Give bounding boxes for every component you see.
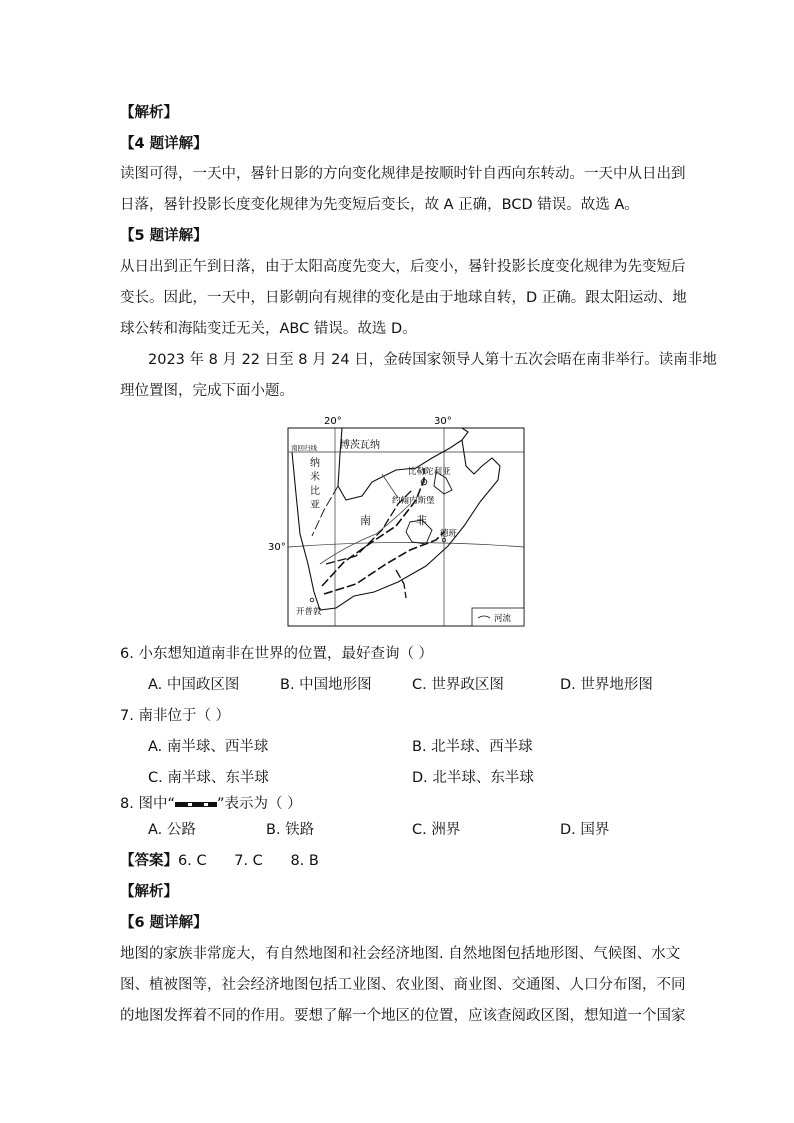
- q4-line-2: 日落，晷针投影长度变化规律为先变短后变长，故 A 正确，BCD 错误。故选 A。: [120, 197, 639, 213]
- q4-heading: 【4 题详解】: [120, 136, 208, 152]
- q6-stem: 6. 小东想知道南非在世界的位置，最好查询（ ）: [120, 646, 434, 662]
- q5-line-1: 从日出到正午到日落，由于太阳高度先变大，后变小，晷针投影长度变化规律为先变短后: [120, 259, 686, 275]
- south-africa-label-1: 南: [360, 514, 371, 527]
- river-1: [320, 504, 410, 564]
- answer-text: 6. C 7. C 8. B: [178, 853, 319, 869]
- q8-option-c: C. 洲界: [412, 822, 461, 838]
- q5-heading: 【5 题详解】: [120, 228, 208, 244]
- pretoria-marker-dot: [423, 481, 425, 483]
- q6-option-c: C. 世界政区图: [412, 677, 504, 693]
- capetown-marker: [310, 598, 314, 602]
- q6-option-b: B. 中国地形图: [280, 677, 372, 693]
- q7-option-a: A. 南半球、西半球: [148, 739, 269, 755]
- johannesburg-label: 约翰内斯堡: [392, 496, 435, 506]
- q7-stem: 7. 南非位于（ ）: [120, 708, 231, 724]
- q5-line-2: 变长。因此，一天中，日影朝向有规律的变化是由于地球自转，D 正确。跟太阳运动、地: [120, 290, 687, 306]
- q8-stem: [120, 794, 302, 814]
- namibia-label-1: 纳: [310, 458, 320, 469]
- q7-option-c: C. 南半球、东半球: [148, 770, 269, 786]
- answer-line: [120, 851, 319, 871]
- lon-30-label: 30°: [434, 416, 452, 427]
- namibia-label-4: 亚: [310, 500, 320, 511]
- northern-border: [338, 428, 462, 500]
- railway-symbol-icon: [175, 802, 217, 807]
- capetown-label: 开普敦: [296, 607, 322, 617]
- analysis2-heading: 【解析】: [120, 884, 178, 900]
- parallel-30: [288, 543, 524, 548]
- q7-option-b: B. 北半球、西半球: [412, 739, 533, 755]
- river-2: [382, 474, 398, 498]
- lat-30-label: 30°: [268, 542, 286, 553]
- namibia-label-2: 米: [310, 472, 320, 483]
- q6-detail-line-1: 地图的家族非常庞大，有自然地图和社会经济地图. 自然地图包括地形图、气候图、水文: [120, 946, 681, 962]
- south-africa-label-2: 非: [416, 514, 427, 527]
- durban-label: 德班: [440, 529, 458, 539]
- q8-stem-pre: 8. 图中“: [120, 796, 175, 812]
- analysis-heading: 【解析】: [120, 105, 178, 121]
- q6-detail-line-3: 的地图发挥着不同的作用。要想了解一个地区的位置，应该查阅政区图，想知道一个国家: [120, 1008, 686, 1024]
- q4-line-1: 读图可得，一天中，晷针日影的方向变化规律是按顺时针自西向东转动。一天中从日出到: [120, 166, 686, 182]
- q8-option-a: A. 公路: [148, 822, 196, 838]
- lon-20-label: 20°: [324, 416, 342, 427]
- answer-label: 【答案】: [120, 853, 178, 869]
- tropic-label: 南回归线: [291, 444, 317, 452]
- q8-option-b: B. 铁路: [266, 822, 315, 838]
- q8-stem-post: ”表示为（ ）: [216, 796, 302, 812]
- railway-1: [322, 468, 424, 586]
- botswana-label: 博茨瓦纳: [340, 440, 380, 451]
- namibia-label-3: 比: [310, 486, 320, 497]
- intro-line-1: 2023 年 8 月 22 日至 8 月 24 日，金砖国家领导人第十五次会晤在南非举行。读南非地: [148, 352, 717, 368]
- pretoria-label: 比勒陀利亚: [408, 467, 451, 477]
- q8-option-d: D. 国界: [560, 822, 610, 838]
- intro-line-2: 理位置图，完成下面小题。: [120, 383, 294, 399]
- south-africa-map: [268, 414, 526, 628]
- railway-4: [396, 570, 406, 598]
- q7-option-d: D. 北半球、东半球: [412, 770, 534, 786]
- legend-river-label: 河流: [494, 614, 512, 624]
- coastline: [292, 428, 500, 610]
- q6-option-d: D. 世界地形图: [560, 677, 653, 693]
- q6-option-a: A. 中国政区图: [148, 677, 240, 693]
- q6-detail-heading: 【6 题详解】: [120, 915, 208, 931]
- q6-detail-line-2: 图、植被图等，社会经济地图包括工业图、农业图、商业图、交通图、人口分布图，不同: [120, 977, 686, 993]
- q5-line-3: 球公转和海陆变迁无关，ABC 错误。故选 D。: [120, 321, 417, 337]
